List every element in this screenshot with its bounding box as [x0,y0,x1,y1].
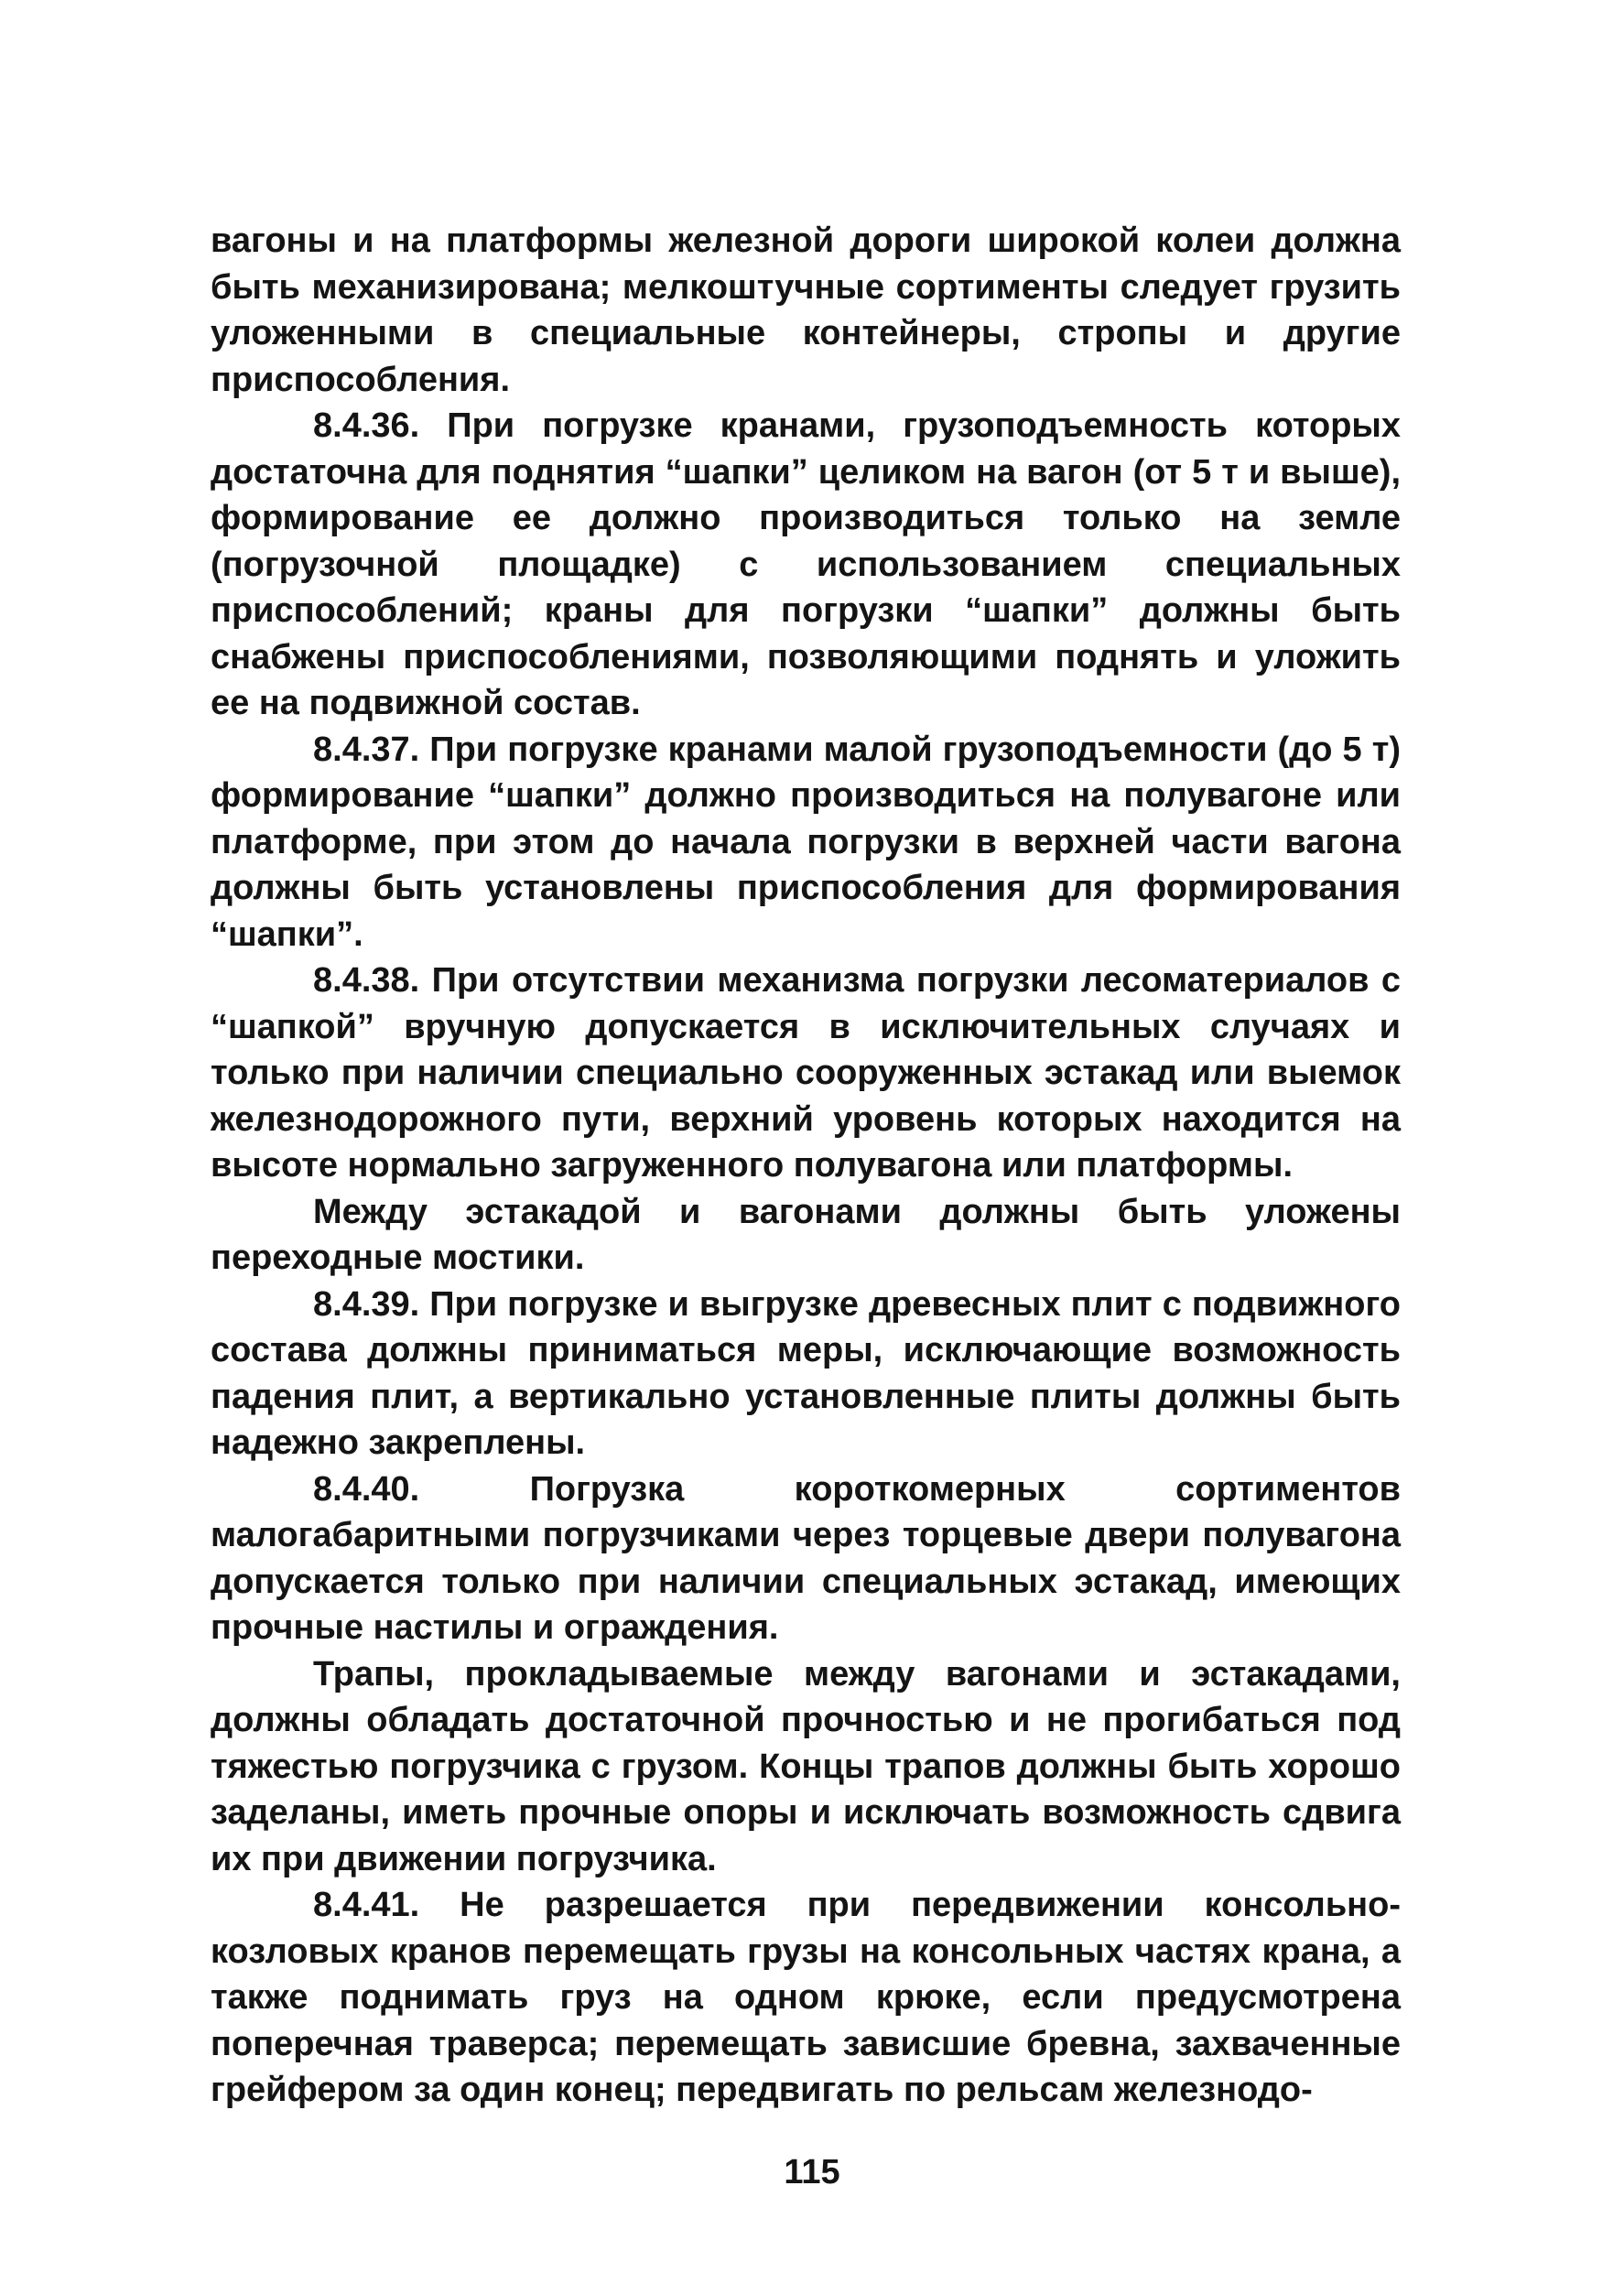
paragraph-8-4-39: 8.4.39. При погрузке и выгрузке древесных плит с подвижного состава должны приниматься меры, исключающие возможность падения плит, а вертикально установленные плиты должны быть надежно закреплены. [211,1284,1401,1462]
paragraph-8-4-40-ramps: Трапы, прокладываемые между вагонами и эстакадами, должны обладать достаточной прочностью и не прогибаться под тяжестью погрузчика с грузом. Концы трапов должны быть хорошо заделаны, иметь прочные опоры и исключать возможность сдвига их при движении погрузчика. [211,1654,1401,1878]
page-number: 115 [784,2153,840,2191]
paragraph-8-4-38: 8.4.38. При отсутствии механизма погрузки лесоматериалов с “шапкой” вручную допускается в исключительных случаях и только при наличии специально сооруженных эстакад или выемок железнодорожного пути, верхний уровень которых находится на высоте нормально загруженного полувагона или платформы. [211,961,1401,1185]
paragraph-8-4-40: 8.4.40. Погрузка короткомерных сортиментов малогабаритными погрузчиками через торцевые двери полувагона допускается только при наличии специальных эстакад, имеющих прочные настилы и ограждения. [211,1469,1401,1647]
paragraph-8-4-36: 8.4.36. При погрузке кранами, грузоподъемность которых достаточна для поднятия “шапки” целиком на вагон (от 5 т и выше), формирование ее должно производиться только на земле (погрузочной площадке) с использованием специальных приспособлений; краны для погрузки “шапки” должны быть снабжены приспособлениями, позволяющими поднять и уложить ее на подвижной состав. [211,406,1401,722]
body-text [211,218,1401,2114]
paragraph-continuation: вагоны и на платформы железной дороги широкой колеи должна быть механизирована; мелкоштучные сортименты следует грузить уложенными в специальные контейнеры, стропы и другие приспособления. [211,222,1401,399]
paragraph-8-4-37: 8.4.37. При погрузке кранами малой грузоподъемности (до 5 т) формирование “шапки” должно производиться на полувагоне или платформе, при этом до начала погрузки в верхней части вагона должны быть установлены приспособления для формирования “шапки”. [211,730,1401,954]
paragraph-8-4-38-bridges: Между эстакадой и вагонами должны быть уложены переходные мостики. [211,1192,1401,1277]
paragraph-8-4-41: 8.4.41. Не разрешается при передвижении консольно-козловых кранов перемещать грузы на консольных частях крана, а также поднимать груз на одном крюке, если предусмотрена поперечная траверса; перемещать зависшие бревна, захваченные грейфером за один конец; передвигать по рельсам железнодо- [211,1886,1401,2109]
